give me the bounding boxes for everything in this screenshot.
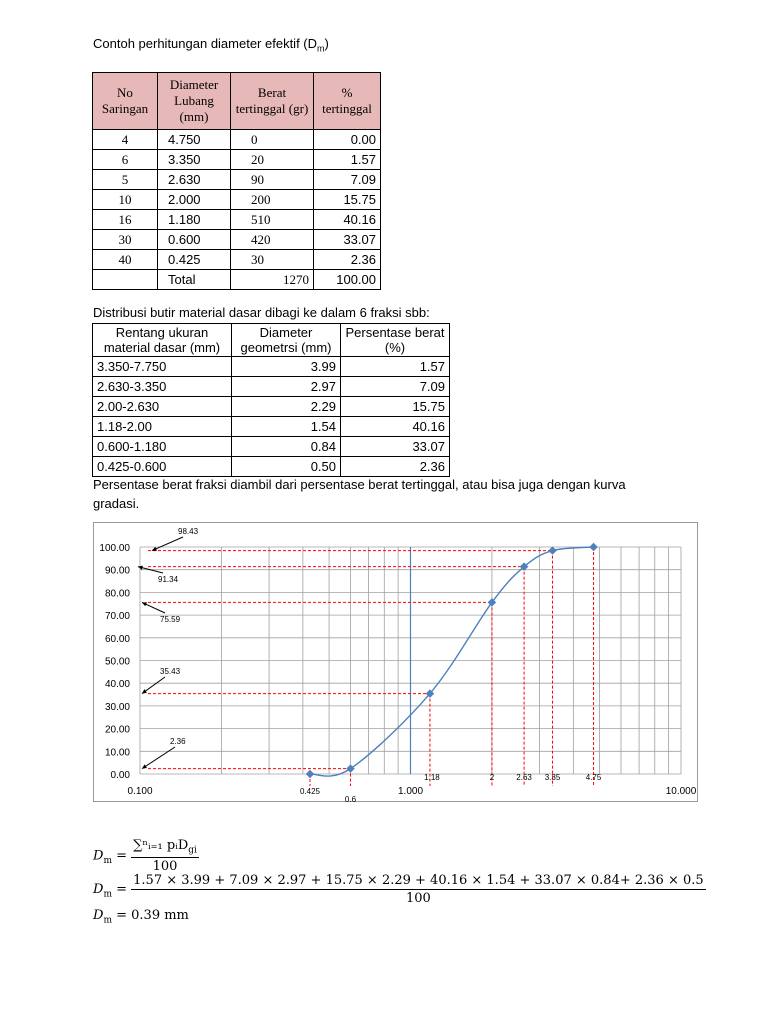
retained-percent: 1.57 [314, 150, 381, 170]
retained-percent: 33.07 [314, 230, 381, 250]
total-percent: 100.00 [314, 270, 381, 290]
table-row [93, 397, 450, 417]
size-range: 2.00-2.630 [93, 397, 232, 417]
sieve-number: 10 [93, 190, 158, 210]
y-tick-label: 70.00 [104, 611, 130, 623]
retained-weight: 420 [231, 230, 314, 250]
sieve-number: 6 [93, 150, 158, 170]
geometric-diameter: 1.54 [232, 417, 341, 437]
y-tick-label: 20.00 [104, 724, 130, 736]
y-annotation-label: 91.34 [158, 575, 179, 584]
retained-percent: 2.36 [314, 250, 381, 270]
geometric-diameter: 2.97 [232, 377, 341, 397]
retained-weight: 200 [231, 190, 314, 210]
size-range: 3.350-7.750 [93, 357, 232, 377]
chart-frame [94, 523, 698, 802]
y-annotation-label: 35.43 [160, 667, 181, 676]
retained-weight: 90 [231, 170, 314, 190]
col-header: Rentang ukuran material dasar (mm) [93, 324, 232, 357]
y-tick-label: 30.00 [104, 701, 130, 713]
table-row [93, 377, 450, 397]
y-tick-label: 0.00 [110, 770, 130, 781]
formula-line-1: $D_m$ = $\frac{\sum^nᵢ_{=1} pᵢD_{gi}}{100}$ [93, 838, 197, 874]
table-row [93, 457, 450, 477]
weight-percent: 2.36 [341, 457, 450, 477]
sieve-opening: 0.425 [158, 250, 231, 270]
retained-weight: 0 [231, 130, 314, 150]
y-annotation-label: 2.36 [170, 737, 186, 746]
table-row [93, 437, 450, 457]
size-range: 0.425-0.600 [93, 457, 232, 477]
size-range: 1.18-2.00 [93, 417, 232, 437]
x-tick-label: 10.000 [665, 786, 697, 797]
retained-percent: 0.00 [314, 130, 381, 150]
y-tick-label: 100.00 [99, 543, 130, 554]
y-annotation-label: 98.43 [178, 527, 199, 536]
table-row [93, 417, 450, 437]
weight-percent: 40.16 [341, 417, 450, 437]
table-row [93, 357, 450, 377]
y-tick-label: 80.00 [104, 588, 130, 600]
weight-percent: 1.57 [341, 357, 450, 377]
total-weight: 1270 [231, 270, 314, 290]
y-tick-label: 60.00 [104, 633, 130, 645]
table-row [93, 190, 381, 210]
x-tick-label: 1.000 [397, 786, 424, 797]
x-marker-label: 1.18 [424, 773, 440, 782]
col-header: % tertinggal [314, 73, 381, 130]
y-tick-label: 40.00 [104, 679, 130, 691]
sieve-number: 5 [93, 170, 158, 190]
sieve-opening: 0.600 [158, 230, 231, 250]
retained-weight: 30 [231, 250, 314, 270]
y-tick-label: 90.00 [104, 565, 130, 577]
col-header: No Saringan [93, 73, 158, 130]
retained-weight: 20 [231, 150, 314, 170]
col-header: Diameter Lubang (mm) [158, 73, 231, 130]
weight-percent: 15.75 [341, 397, 450, 417]
y-annotation-label: 75.59 [160, 615, 181, 624]
geometric-diameter: 0.84 [232, 437, 341, 457]
x-marker-label: 4.75 [585, 773, 602, 782]
x-marker-label: 0.6 [344, 795, 357, 802]
x-tick-label: 0.100 [127, 786, 153, 797]
size-range: 0.600-1.180 [93, 437, 232, 457]
geometric-diameter: 0.50 [232, 457, 341, 477]
y-tick-label: 10.00 [104, 747, 130, 759]
retained-percent: 7.09 [314, 170, 381, 190]
sieve-opening: 3.350 [158, 150, 231, 170]
x-marker-label: 0.425 [299, 787, 320, 796]
table-row [93, 230, 381, 250]
weight-percent: 7.09 [341, 377, 450, 397]
formula-line-2: $D_m$ = 1.57 × 3.99 + 7.09 × 2.97 + 15.75 × 2.29 + 40.16 × 1.54 + 33.07 × 0.84+ 2.36 × 0.5 100 [93, 873, 704, 906]
sieve-number: 16 [93, 210, 158, 230]
retained-percent: 15.75 [314, 190, 381, 210]
table-row [93, 150, 381, 170]
formula-line-3: $D_m = 0.39$ mm [93, 908, 189, 926]
size-range: 2.630-3.350 [93, 377, 232, 397]
sieve-number: 40 [93, 250, 158, 270]
sieve-table [92, 72, 381, 290]
total-row [93, 270, 381, 290]
table-row [93, 170, 381, 190]
table-row [93, 210, 381, 230]
sieve-opening: 4.750 [158, 130, 231, 150]
geometric-diameter: 3.99 [232, 357, 341, 377]
gradation-chart [93, 522, 698, 802]
table-row [93, 250, 381, 270]
sieve-opening: 1.180 [158, 210, 231, 230]
y-tick-label: 50.00 [104, 656, 130, 668]
note-text: Persentase berat fraksi diambil dari persentase berat tertinggal, atau bisa juga dengan kurva gradasi. [93, 477, 626, 511]
geometric-diameter: 2.29 [232, 397, 341, 417]
col-header: Diameter geometrsi (mm) [232, 324, 341, 357]
fraction-table [92, 323, 450, 477]
sieve-number: 30 [93, 230, 158, 250]
sieve-opening: 2.630 [158, 170, 231, 190]
sieve-opening: 2.000 [158, 190, 231, 210]
intro-text: Distribusi butir material dasar dibagi ke dalam 6 fraksi sbb: [93, 305, 430, 320]
x-marker-label: 3.35 [544, 773, 561, 782]
weight-percent: 33.07 [341, 437, 450, 457]
col-header: Persentase berat (%) [341, 324, 450, 357]
sieve-number: 4 [93, 130, 158, 150]
retained-percent: 40.16 [314, 210, 381, 230]
page-heading: Contoh perhitungan diameter efektif $(D_m)$ [93, 36, 329, 54]
total-blank [93, 270, 158, 290]
retained-weight: 510 [231, 210, 314, 230]
total-label: Total [158, 270, 231, 290]
col-header: Berat tertinggal (gr) [231, 73, 314, 130]
x-marker-label: 2 [489, 773, 495, 782]
table-row [93, 130, 381, 150]
x-marker-label: 2.63 [516, 773, 532, 782]
